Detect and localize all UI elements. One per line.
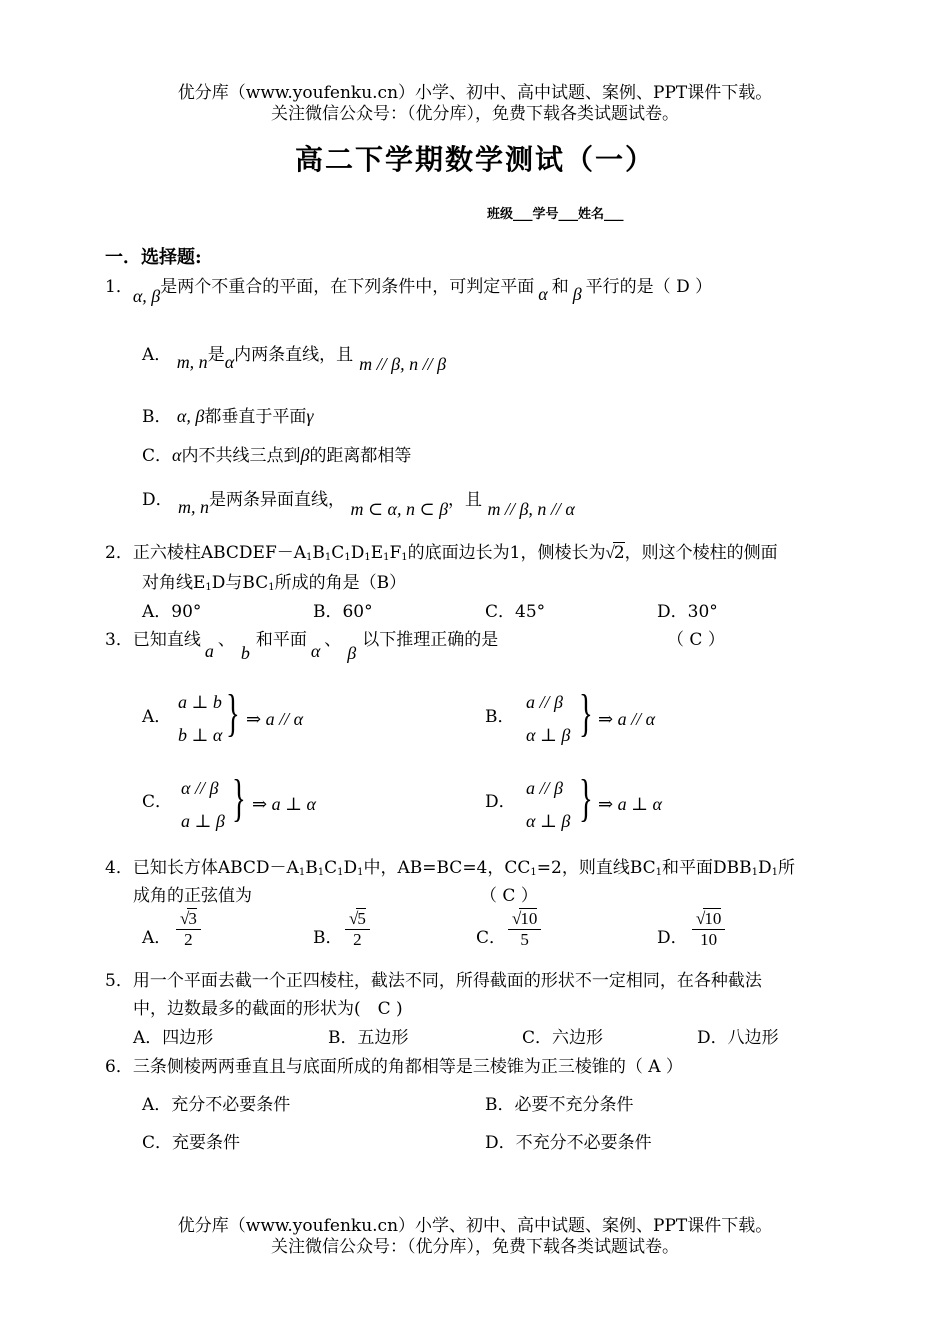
question-number: 3． (105, 630, 133, 650)
math: α, β (176, 406, 205, 426)
q3-option-b-result: ⇒ a // α (598, 709, 656, 729)
student-info: 班级___学号___姓名___ (487, 207, 624, 222)
subscript: 1 (337, 867, 344, 878)
math: m // β, n // β (359, 354, 447, 374)
sqrt-sign: √ (349, 909, 359, 928)
q6-option-d: D．不充分不必要条件 (485, 1133, 652, 1153)
question-text: ，则这个棱柱的侧面 (624, 543, 778, 563)
q6-option-b: B．必要不充分条件 (485, 1095, 634, 1115)
q1-option-d (142, 485, 575, 519)
q4-option-b-label: B． (313, 928, 343, 948)
q3-option-a-line-2: b ⊥ α (178, 725, 223, 745)
numerator: 10 (520, 909, 538, 928)
math: a (204, 641, 214, 661)
q5-option-b: B．五边形 (328, 1028, 409, 1048)
option-label: A． (142, 345, 172, 365)
q3-option-a-line-1: a ⊥ b (178, 692, 222, 712)
q3-option-a-result: ⇒ a // α (246, 709, 304, 729)
question-text: 、 (217, 630, 235, 650)
answer: D (676, 277, 690, 297)
question-text: 、 (324, 630, 342, 650)
q3-option-c-line-1: α // β (181, 778, 219, 798)
option-text: 是两条异面直线， (209, 490, 346, 510)
numerator: 5 (357, 909, 366, 928)
question-text: 以下推理正确的是 (362, 630, 499, 650)
denominator: 10 (700, 930, 718, 949)
math: m, n (178, 497, 210, 517)
q4-option-d-fraction (692, 908, 725, 950)
q4-option-d-label: D． (657, 928, 688, 948)
subscript: 1 (298, 867, 306, 878)
subscript: 1 (751, 867, 759, 878)
sqrt-sign: √ (605, 543, 615, 562)
question-5-line-2: 中，边数最多的截面的形状为( C ) (133, 999, 403, 1019)
subscript: 1 (268, 582, 275, 593)
question-text: 和 (551, 277, 569, 297)
subscript: 1 (364, 552, 371, 563)
q6-option-c: C．充要条件 (142, 1133, 241, 1153)
q3-option-d-line-1: a // β (526, 778, 563, 798)
brace: } (579, 685, 593, 742)
option-text: 是 (207, 345, 225, 365)
question-text: 三条侧棱两两垂直且与底面所成的角都相等是三棱锥为正三棱锥的（ A ） (132, 1057, 683, 1077)
q2-option-d: D．30° (657, 602, 718, 622)
option-text: 都垂直于平面 (204, 407, 307, 427)
q3-option-c-line-2: a ⊥ β (181, 811, 225, 831)
page-title: 高二下学期数学测试（一） (294, 143, 655, 176)
question-number: 1． (105, 277, 133, 297)
question-2-line-2 (142, 568, 406, 593)
math: α (172, 445, 182, 465)
question-3 (105, 625, 499, 663)
q1-option-c (142, 441, 411, 466)
q4-option-b-fraction (345, 908, 370, 950)
q4-option-a-label: A． (142, 928, 172, 948)
q3-option-b-line-1: a // β (526, 692, 563, 712)
question-text: 所 (778, 858, 796, 878)
question-text: 正六棱柱ABCDEF－A (132, 543, 307, 563)
subscript: 1 (324, 552, 332, 563)
question-text: 已知长方体ABCD－A (132, 858, 299, 878)
q3-option-b-line-2: α ⊥ β (526, 725, 571, 745)
numerator: 3 (188, 909, 197, 928)
brace: } (232, 770, 246, 827)
math: α (224, 352, 235, 372)
question-text: 用一个平面去截一个正四棱柱，截法不同，所得截面的形状不一定相同，在各种截法 (132, 971, 762, 991)
sqrt-value: 2 (613, 543, 625, 563)
math: β (347, 643, 357, 663)
question-text: 和平面 (255, 630, 307, 650)
q4-option-c-fraction (508, 908, 541, 950)
option-text: 内两条直线，且 (234, 345, 354, 365)
question-text: 和平面DBB (662, 858, 752, 878)
question-4-line-2: 成角的正弦值为 (133, 886, 252, 906)
question-4: 4．已知长方体$ABCD-A_1B_1C_1D_1$中，AB=BC=4，$CC_1=2$，则直线$BC_1$和平面$DBB_1D_1$所 (105, 858, 796, 878)
q3-option-c-label: C． (142, 792, 173, 812)
math-alpha: α (538, 284, 548, 304)
question-text: 平行的是（ (585, 277, 671, 297)
math: b (240, 643, 250, 663)
denominator: 5 (520, 930, 529, 949)
numerator: 10 (704, 909, 722, 928)
question-text: 中，AB=BC=4，CC (363, 858, 531, 878)
subscript: 1 (401, 552, 408, 563)
math: β (300, 445, 310, 465)
brace: } (226, 685, 240, 742)
q3-option-d-result: ⇒ a ⊥ α (598, 794, 662, 814)
answer: （ C ） (667, 630, 725, 650)
subscript: 1 (530, 867, 537, 878)
question-text: D与BC (211, 573, 269, 593)
question-1 (105, 272, 713, 306)
math-beta: β (572, 284, 582, 304)
q5-option-a: A．四边形 (133, 1028, 214, 1048)
subscript: 1 (771, 867, 779, 878)
q1-option-a (142, 340, 447, 374)
brace: } (579, 770, 593, 827)
q3-option-d-line-2: α ⊥ β (526, 811, 571, 831)
math: m, n (176, 352, 208, 372)
subscript: 1 (317, 867, 325, 878)
denominator: 2 (184, 930, 193, 949)
option-label: B． (142, 407, 172, 427)
q3-option-d-label: D． (485, 792, 516, 812)
question-text: 的底面边长为1，侧棱长为 (407, 543, 606, 563)
sqrt-sign: √ (696, 909, 706, 928)
question-text: 对角线E (142, 573, 206, 593)
q6-option-a: A．充分不必要条件 (142, 1095, 291, 1115)
q3-option-c-result: ⇒ a ⊥ α (252, 794, 316, 814)
q5-option-d: D．八边形 (697, 1028, 779, 1048)
q2-option-c: C．45° (485, 602, 546, 622)
subscript: 1 (383, 552, 390, 563)
q5-option-c: C．六边形 (522, 1028, 604, 1048)
header-line-2: 关注微信公众号：（优分库），免费下载各类试题试卷。 (271, 104, 679, 124)
sqrt-sign: √ (512, 909, 522, 928)
subscript: 1 (357, 867, 364, 878)
question-number: 6． (105, 1057, 133, 1077)
subscript: 1 (306, 552, 313, 563)
question-text: 是两个不重合的平面，在下列条件中，可判定平面 (160, 277, 535, 297)
q4-option-a-fraction (176, 908, 201, 950)
math: α (310, 641, 321, 661)
section-heading: 一．选择题: (105, 247, 202, 268)
question-text: =2，则直线BC (536, 858, 656, 878)
option-text: ，且 (448, 490, 483, 510)
denominator: 2 (353, 930, 362, 949)
math-alpha-beta: α, β (132, 286, 161, 306)
option-text: 的距离都相等 (309, 446, 412, 466)
sqrt-sign: √ (180, 909, 190, 928)
question-2: 2．正六棱柱$ABCDEF-A_1B_1C_1D_1E_1F_1$的底面边长为1，侧棱长为√2，则这个棱柱的侧面 (105, 543, 778, 563)
q3-option-b-label: B． (485, 707, 515, 727)
subscript: 1 (655, 867, 663, 878)
question-number: 5． (105, 971, 133, 991)
q3-option-a-label: A． (142, 707, 172, 727)
math: m // β, n // α (487, 499, 575, 519)
q2-option-b: B．60° (313, 602, 373, 622)
option-text: 内不共线三点到 (181, 446, 301, 466)
q2-option-a: A．90° (142, 602, 202, 622)
option-label: D． (142, 490, 173, 510)
question-text: 所成的角是（B） (274, 573, 407, 593)
subscript: 1 (344, 552, 351, 563)
math: m ⊂ α, n ⊂ β (350, 499, 449, 519)
answer: （ C ） (480, 886, 538, 906)
question-number: 4． (105, 858, 133, 878)
question-text: ） (695, 277, 713, 297)
q1-option-b (142, 402, 313, 427)
footer-line-2: 关注微信公众号：（优分库），免费下载各类试题试卷。 (271, 1237, 679, 1257)
math: γ (306, 406, 314, 426)
header-line-1: 优分库（www.youfenku.cn）小学、初中、高中试题、案例、PPT课件下载。 (177, 83, 773, 103)
question-6 (105, 1052, 683, 1077)
option-label: C． (142, 446, 173, 466)
subscript: 1 (205, 582, 212, 593)
footer-line-1: 优分库（www.youfenku.cn）小学、初中、高中试题、案例、PPT课件下载。 (177, 1216, 773, 1236)
question-number: 2． (105, 543, 133, 563)
q4-option-c-label: C． (476, 928, 507, 948)
question-text: 已知直线 (132, 630, 201, 650)
question-5 (105, 966, 762, 991)
